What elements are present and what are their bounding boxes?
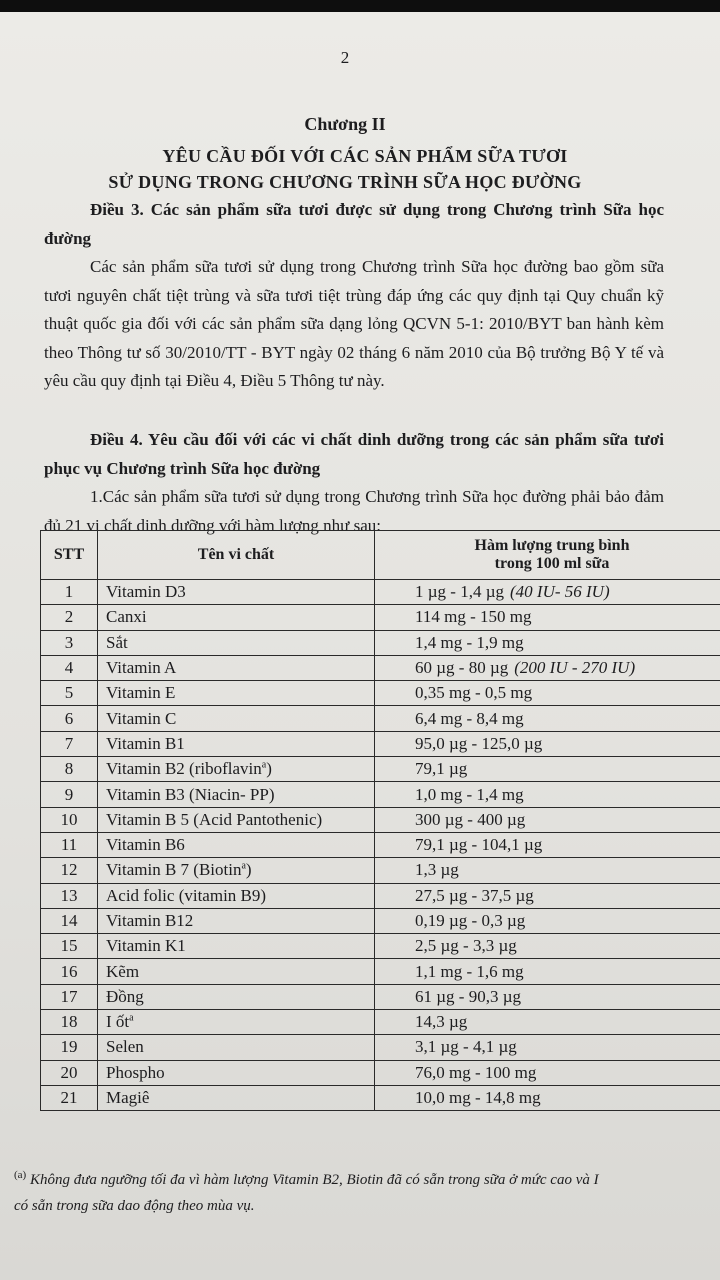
row-stt: 10 xyxy=(41,807,98,832)
row-nutrient-name: Vitamin E xyxy=(98,681,375,706)
row-value: 79,1 µg xyxy=(375,757,720,782)
row-stt: 3 xyxy=(41,630,98,655)
row-nutrient-name: Kẽm xyxy=(98,959,375,984)
table-row xyxy=(41,580,720,605)
row-value: 114 mg - 150 mg xyxy=(375,605,720,630)
row-value: 14,3 µg xyxy=(375,1010,720,1035)
table-row xyxy=(41,1035,720,1060)
chapter-title-line1: YÊU CẦU ĐỐI VỚI CÁC SẢN PHẨM SỮA TƯƠI xyxy=(162,146,568,166)
row-nutrient-name: Vitamin B6 xyxy=(98,832,375,857)
row-nutrient-name: I ốt$^a$ xyxy=(98,1010,375,1035)
table-row xyxy=(41,934,720,959)
row-value: 1,4 mg - 1,9 mg xyxy=(375,630,720,655)
table-row xyxy=(41,731,720,756)
row-value: 60 µg - 80 µg (200 IU - 270 IU) xyxy=(375,655,720,680)
row-nutrient-name: Đồng xyxy=(98,984,375,1009)
row-nutrient-name: Vitamin B2 (riboflavin$^a$) xyxy=(98,757,375,782)
table-row xyxy=(41,858,720,883)
table-row xyxy=(41,782,720,807)
footnote-marker: (a) xyxy=(14,1169,27,1181)
footnote-ref: a xyxy=(129,1012,134,1024)
table-row xyxy=(41,1010,720,1035)
row-nutrient-name: Magiê xyxy=(98,1085,375,1110)
row-stt: 14 xyxy=(41,908,98,933)
row-stt: 2 xyxy=(41,605,98,630)
table-row xyxy=(41,832,720,857)
row-value: 1,0 mg - 1,4 mg xyxy=(375,782,720,807)
footnote-line2: có sẵn trong sữa dao động theo mùa vụ. xyxy=(14,1198,255,1214)
table-row xyxy=(41,1085,720,1110)
document-page xyxy=(0,12,720,1280)
table-row xyxy=(41,681,720,706)
row-stt: 12 xyxy=(41,858,98,883)
row-stt: 8 xyxy=(41,757,98,782)
table-row xyxy=(41,807,720,832)
row-nutrient-name: Vitamin K1 xyxy=(98,934,375,959)
footnote-line1: Không đưa ngưỡng tối đa vì hàm lượng Vitamin B2, Biotin đã có sẵn trong sữa ở mức cao và I xyxy=(29,1172,599,1188)
row-stt: 13 xyxy=(41,883,98,908)
row-stt: 6 xyxy=(41,706,98,731)
row-nutrient-name: Vitamin B1 xyxy=(98,731,375,756)
row-nutrient-name: Sắt xyxy=(98,630,375,655)
row-stt: 16 xyxy=(41,959,98,984)
row-value: 1,3 µg xyxy=(375,858,720,883)
row-value: 76,0 mg - 100 mg xyxy=(375,1060,720,1085)
row-nutrient-name: Vitamin B 7 (Biotin$^a$) xyxy=(98,858,375,883)
row-value: 10,0 mg - 14,8 mg xyxy=(375,1085,720,1110)
row-nutrient-name: Vitamin D3 xyxy=(98,580,375,605)
article4-body: 1.Các sản phẩm sữa tươi sử dụng trong Chương trình Sữa học đường phải bảo đảm đủ 21 vi chất dinh dưỡng với hàm lượng như sau: xyxy=(44,487,664,535)
table-row xyxy=(41,655,720,680)
row-value: 0,35 mg - 0,5 mg xyxy=(375,681,720,706)
row-value: 95,0 µg - 125,0 µg xyxy=(375,731,720,756)
table-row xyxy=(41,630,720,655)
row-value-iu: (200 IU - 270 IU) xyxy=(514,658,636,678)
row-stt: 9 xyxy=(41,782,98,807)
row-value: 79,1 µg - 104,1 µg xyxy=(375,832,720,857)
nutrient-table xyxy=(40,530,720,1111)
row-stt: 1 xyxy=(41,580,98,605)
row-nutrient-name: Vitamin C xyxy=(98,706,375,731)
article4-heading: Điều 4. Yêu cầu đối với các vi chất dinh dưỡng trong các sản phẩm sữa tươi phục vụ Chương trình Sữa học đường xyxy=(44,430,664,478)
article3-body: Các sản phẩm sữa tươi sử dụng trong Chương trình Sữa học đường bao gồm sữa tươi nguyên chất tiệt trùng và sữa tươi tiệt trùng đáp ứng các quy định tại Quy chuẩn kỹ thuật quốc gia đối với các sản phẩm sữa dạng lỏng QCVN 5-1: 2010/BYT ban hành kèm theo Thông tư số 30/2010/TT - BYT ngày 02 tháng 6 năm 2010 của Bộ trưởng Bộ Y tế và yêu cầu quy định tại Điều 4, Điều 5 Thông tư này. xyxy=(44,257,664,390)
row-nutrient-name: Vitamin B12 xyxy=(98,908,375,933)
page-number: 2 xyxy=(340,48,350,67)
row-nutrient-name: Vitamin A xyxy=(98,655,375,680)
row-stt: 4 xyxy=(41,655,98,680)
row-stt: 7 xyxy=(41,731,98,756)
row-stt: 18 xyxy=(41,1010,98,1035)
row-stt: 20 xyxy=(41,1060,98,1085)
table-row xyxy=(41,605,720,630)
row-stt: 15 xyxy=(41,934,98,959)
row-nutrient-name: Selen xyxy=(98,1035,375,1060)
article3-heading: Điều 3. Các sản phẩm sữa tươi được sử dụng trong Chương trình Sữa học đường xyxy=(44,200,664,248)
row-nutrient-name: Phospho xyxy=(98,1060,375,1085)
table-row xyxy=(41,883,720,908)
row-value: 0,19 µg - 0,3 µg xyxy=(375,908,720,933)
footnote xyxy=(14,1162,714,1219)
header-name: Tên vi chất xyxy=(98,531,375,580)
row-value: 61 µg - 90,3 µg xyxy=(375,984,720,1009)
row-value: 1 µg - 1,4 µg (40 IU- 56 IU) xyxy=(375,580,720,605)
table-row xyxy=(41,1060,720,1085)
row-stt: 5 xyxy=(41,681,98,706)
row-nutrient-name: Vitamin B3 (Niacin- PP) xyxy=(98,782,375,807)
table-row xyxy=(41,984,720,1009)
row-value: 6,4 mg - 8,4 mg xyxy=(375,706,720,731)
row-stt: 11 xyxy=(41,832,98,857)
row-value: 300 µg - 400 µg xyxy=(375,807,720,832)
table-row xyxy=(41,706,720,731)
table-header-row xyxy=(41,531,720,580)
row-stt: 19 xyxy=(41,1035,98,1060)
row-value-iu: (40 IU- 56 IU) xyxy=(510,582,610,602)
header-value: Hàm lượng trung bình trong 100 ml sữa xyxy=(375,531,720,580)
top-dark-band xyxy=(0,0,720,12)
article3 xyxy=(44,196,664,396)
table-row xyxy=(41,908,720,933)
chapter-title-line2: SỬ DỤNG TRONG CHƯƠNG TRÌNH SỮA HỌC ĐƯỜNG xyxy=(108,172,582,192)
table-row xyxy=(41,757,720,782)
footnote-ref: a xyxy=(241,860,246,872)
row-value: 1,1 mg - 1,6 mg xyxy=(375,959,720,984)
row-value: 2,5 µg - 3,3 µg xyxy=(375,934,720,959)
row-nutrient-name: Canxi xyxy=(98,605,375,630)
article4 xyxy=(44,426,664,540)
row-nutrient-name: Acid folic (vitamin B9) xyxy=(98,883,375,908)
row-value: 3,1 µg - 4,1 µg xyxy=(375,1035,720,1060)
footnote-ref: a xyxy=(261,759,267,771)
row-nutrient-name: Vitamin B 5 (Acid Pantothenic) xyxy=(98,807,375,832)
header-stt: STT xyxy=(41,531,98,580)
chapter-heading: Chương II xyxy=(304,114,386,134)
table-row xyxy=(41,959,720,984)
row-stt: 17 xyxy=(41,984,98,1009)
row-value: 27,5 µg - 37,5 µg xyxy=(375,883,720,908)
row-stt: 21 xyxy=(41,1085,98,1110)
